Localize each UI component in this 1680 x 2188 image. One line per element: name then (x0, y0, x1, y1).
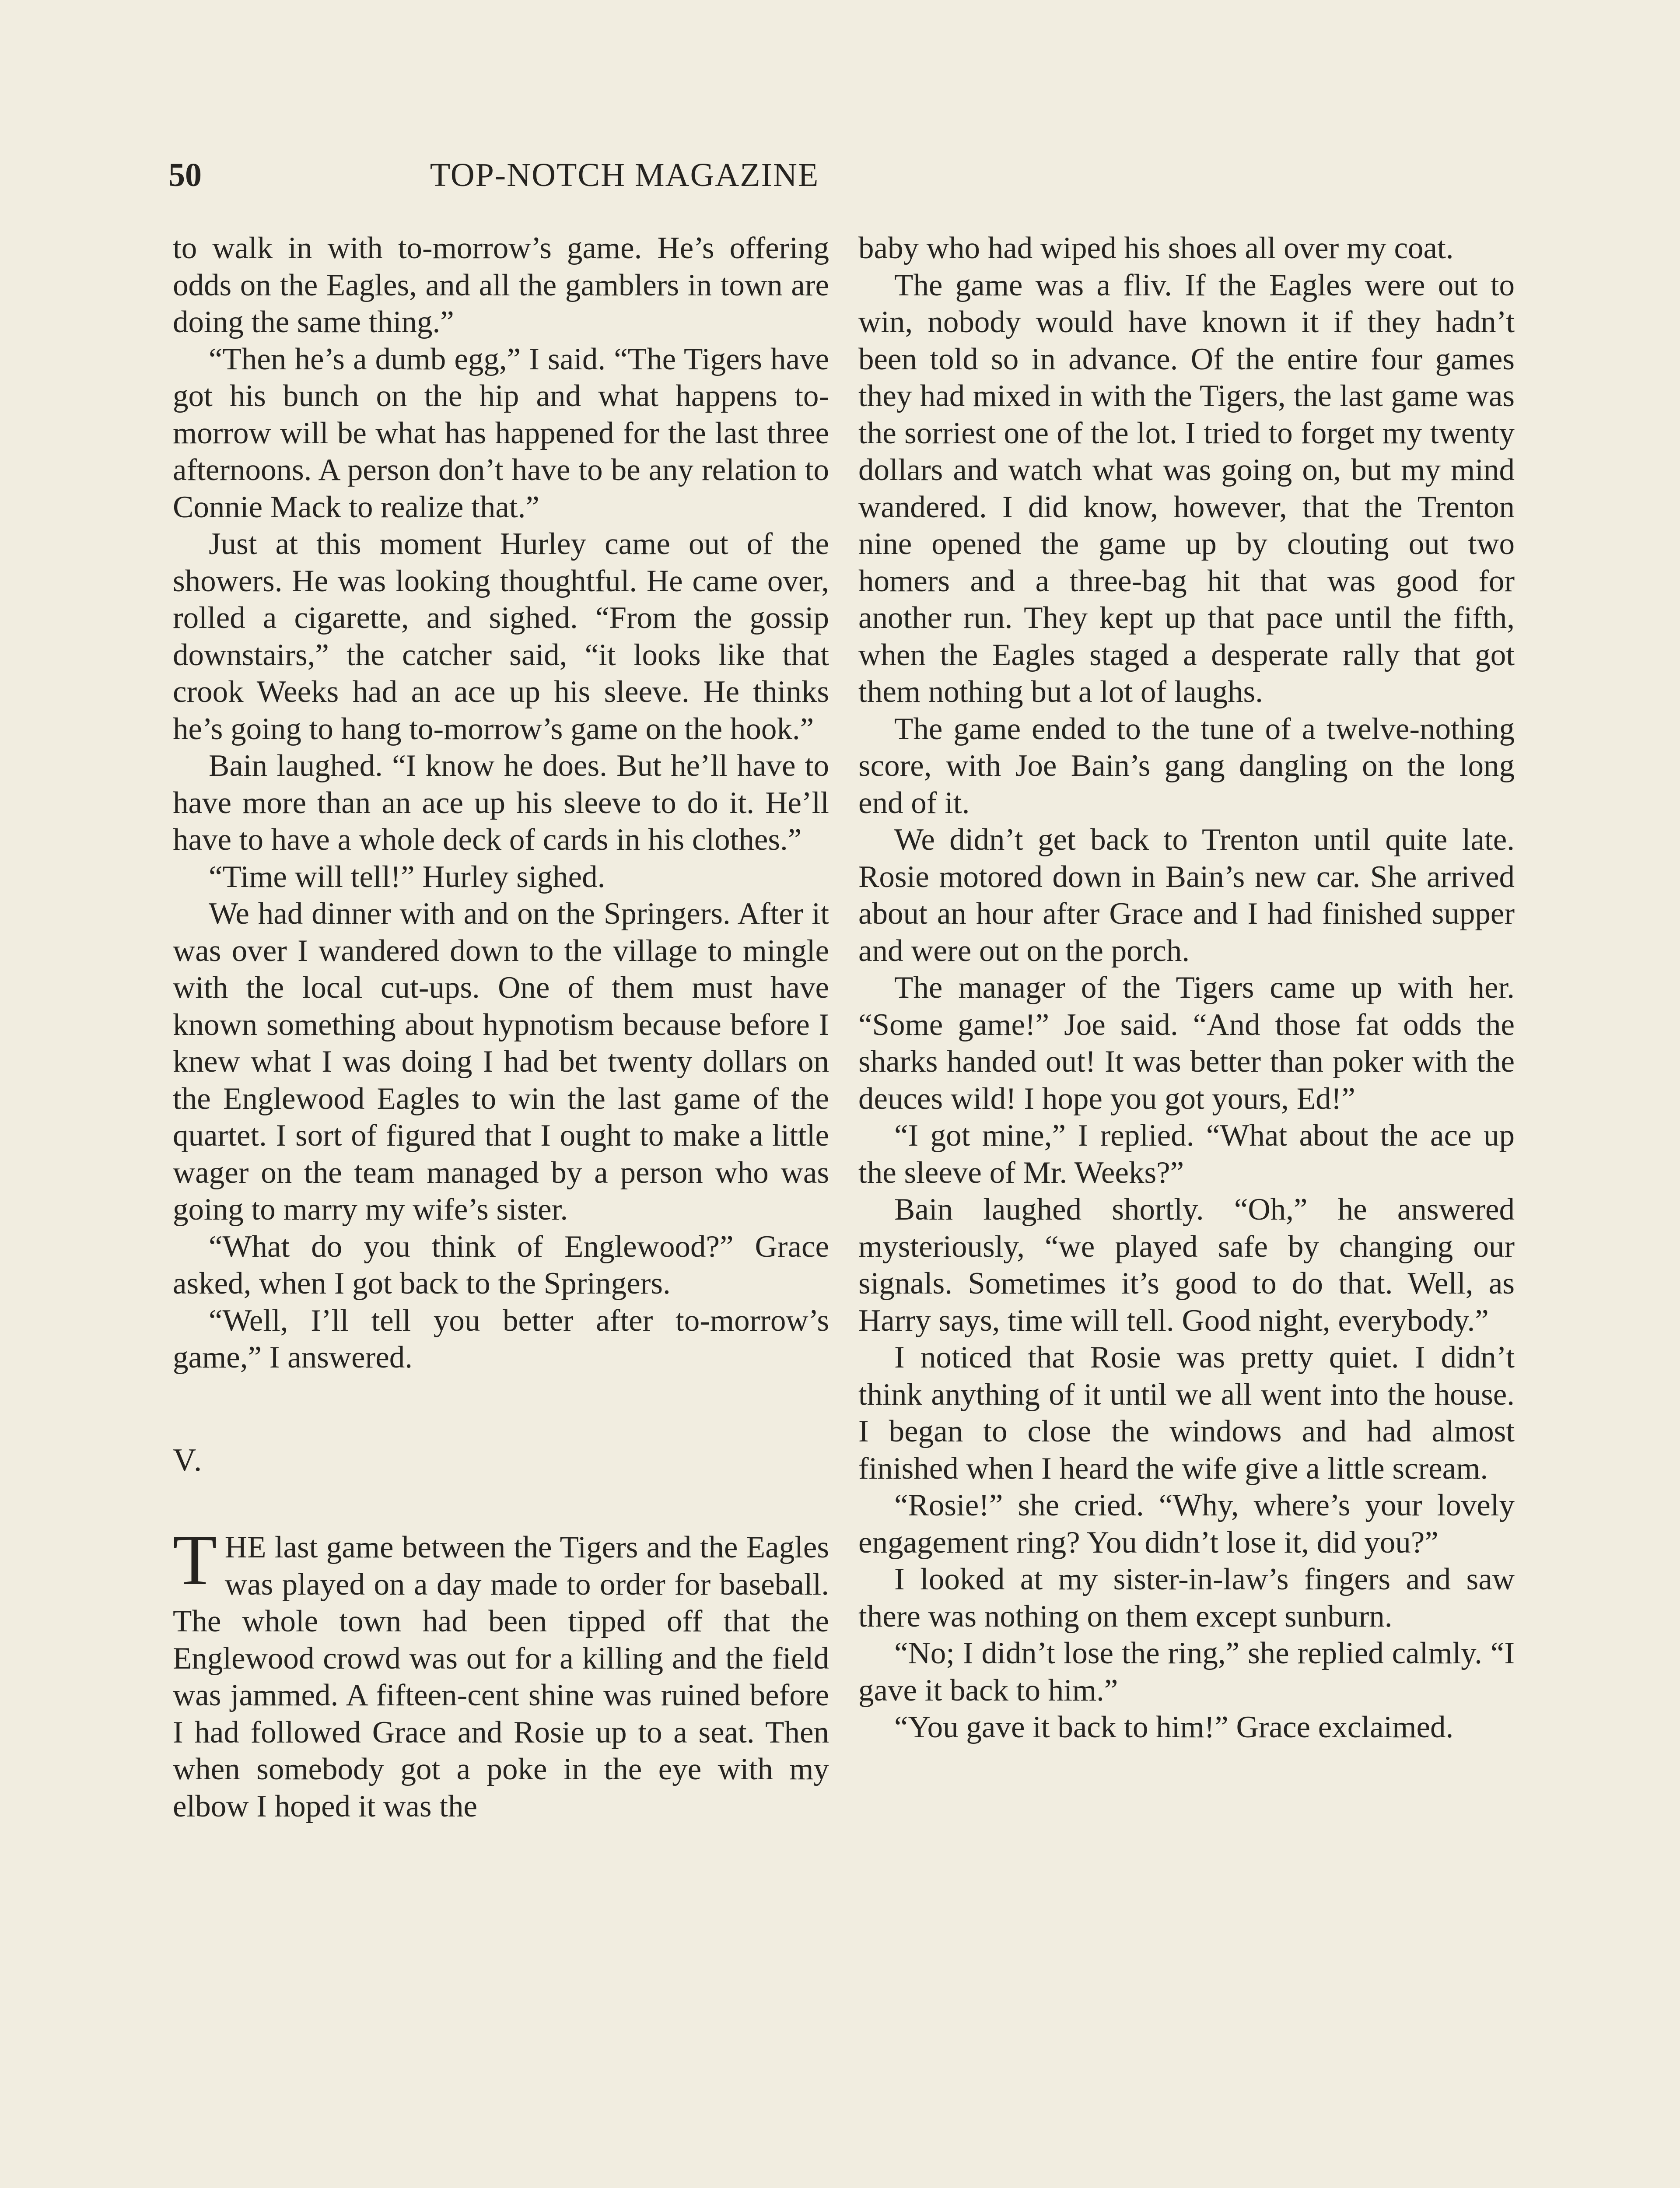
paragraph: The game ended to the tune of a twelve-nothing score, with Joe Bain’s gang dangling on the long end of it. (858, 712, 1515, 820)
paragraph: “What do you think of Englewood?” Grace asked, when I got back to the Springers. (173, 1229, 829, 1301)
paragraph: “Time will tell!” Hurley sighed. (209, 859, 606, 894)
left-column (173, 230, 829, 1825)
paragraph: Bain laughed shortly. “Oh,” he answered mysteriously, “we played safe by changing our signals. Sometimes it’s good to do that. Well, as Harry says, time will tell. Good night, everybody.” (858, 1192, 1515, 1338)
page-number: 50 (168, 157, 202, 193)
paragraph: Bain laughed. “I know he does. But he’ll have to have more than an ace up his sleeve to do it. He’ll have to have a whole deck of cards in his clothes.” (173, 749, 829, 857)
section-opening-paragraph (173, 1520, 829, 1825)
drop-cap: T (173, 1520, 217, 1600)
paragraph: “Then he’s a dumb egg,” I said. “The Tigers have got his bunch on the hip and what happens to-morrow will be what has happened for the last three afternoons. A person don’t have to be any relation to Connie Mack to realize that.” (173, 342, 829, 524)
paragraph: “I got mine,” I replied. “What about the ace up the sleeve of Mr. Weeks?” (858, 1119, 1515, 1190)
paragraph: “Rosie!” she cried. “Why, where’s your lovely engagement ring? You didn’t lose it, did you?” (858, 1488, 1515, 1560)
paragraph: “No; I didn’t lose the ring,” she replied calmly. “I gave it back to him.” (858, 1636, 1515, 1708)
paragraph: I noticed that Rosie was pretty quiet. I didn’t think anything of it until we all went into the house. I began to close the windows and had almost finished when I heard the wife give a little scream. (858, 1340, 1515, 1486)
paragraph: baby who had wiped his shoes all over my coat. (858, 231, 1454, 265)
page-header (168, 153, 1081, 201)
paragraph: “Well, I’ll tell you better after to-morrow’s game,” I answered. (173, 1303, 829, 1375)
paragraph: The game was a fliv. If the Eagles were out to win, nobody would have known it if they hadn’t been told so in advance. Of the entire four games they had mixed in with the Tigers, the last game was the sorriest one of the lot. I tried to forget my twenty dollars and watch what was going on, but my mind wandered. I did know, however, that the Trenton nine opened the game up by clouting out two homers and a three-bag hit that was good for another run. They kept up that pace until the fifth, when the Eagles staged a desperate rally that got them nothing but a lot of laughs. (858, 268, 1515, 709)
paragraph: We had dinner with and on the Springers. After it was over I wandered down to the village to mingle with the local cut-ups. One of them must have known something about hypnotism because before I knew what I was doing I had bet twenty dollars on the Englewood Eagles to win the last game of the quartet. I sort of figured that I ought to make a little wager on the team managed by a person who was going to marry my wife’s sister. (173, 897, 829, 1227)
paragraph: Just at this moment Hurley came out of the showers. He was looking thoughtful. He came over, rolled a cigarette, and sighed. “From the gossip downstairs,” the catcher said, “it looks like that crook Weeks had an ace up his sleeve. He thinks he’s going to hang to-morrow’s game on the hook.” (173, 527, 829, 746)
section-heading: V. (173, 1442, 204, 1478)
running-title: TOP-NOTCH MAGAZINE (430, 157, 819, 193)
paragraph: I looked at my sister-in-law’s fingers and saw there was nothing on them except sunburn. (858, 1562, 1515, 1634)
paragraph: We didn’t get back to Trenton until quite late. Rosie motored down in Bain’s new car. She arrived about an hour after Grace and I had finished supper and were out on the porch. (858, 823, 1515, 968)
paragraph: to walk in with to-morrow’s game. He’s offering odds on the Eagles, and all the gamblers in town are doing the same thing.” (173, 231, 829, 339)
paragraph: “You gave it back to him!” Grace exclaimed. (894, 1710, 1454, 1744)
right-column (858, 230, 1515, 1746)
paragraph-text: HE last game between the Tigers and the Eagles was played on a day made to order for baseball. The whole town had been tipped off that the Englewood crowd was out for a killing and the field was jammed. A fifteen-cent shine was ruined before I had followed Grace and Rosie up to a seat. Then when somebody got a poke in the eye with my elbow I hoped it was the (173, 1530, 829, 1823)
paragraph: The manager of the Tigers came up with her. “Some game!” Joe said. “And those fat odds the sharks handed out! It was better than poker with the deuces wild! I hope you got yours, Ed!” (858, 971, 1515, 1116)
